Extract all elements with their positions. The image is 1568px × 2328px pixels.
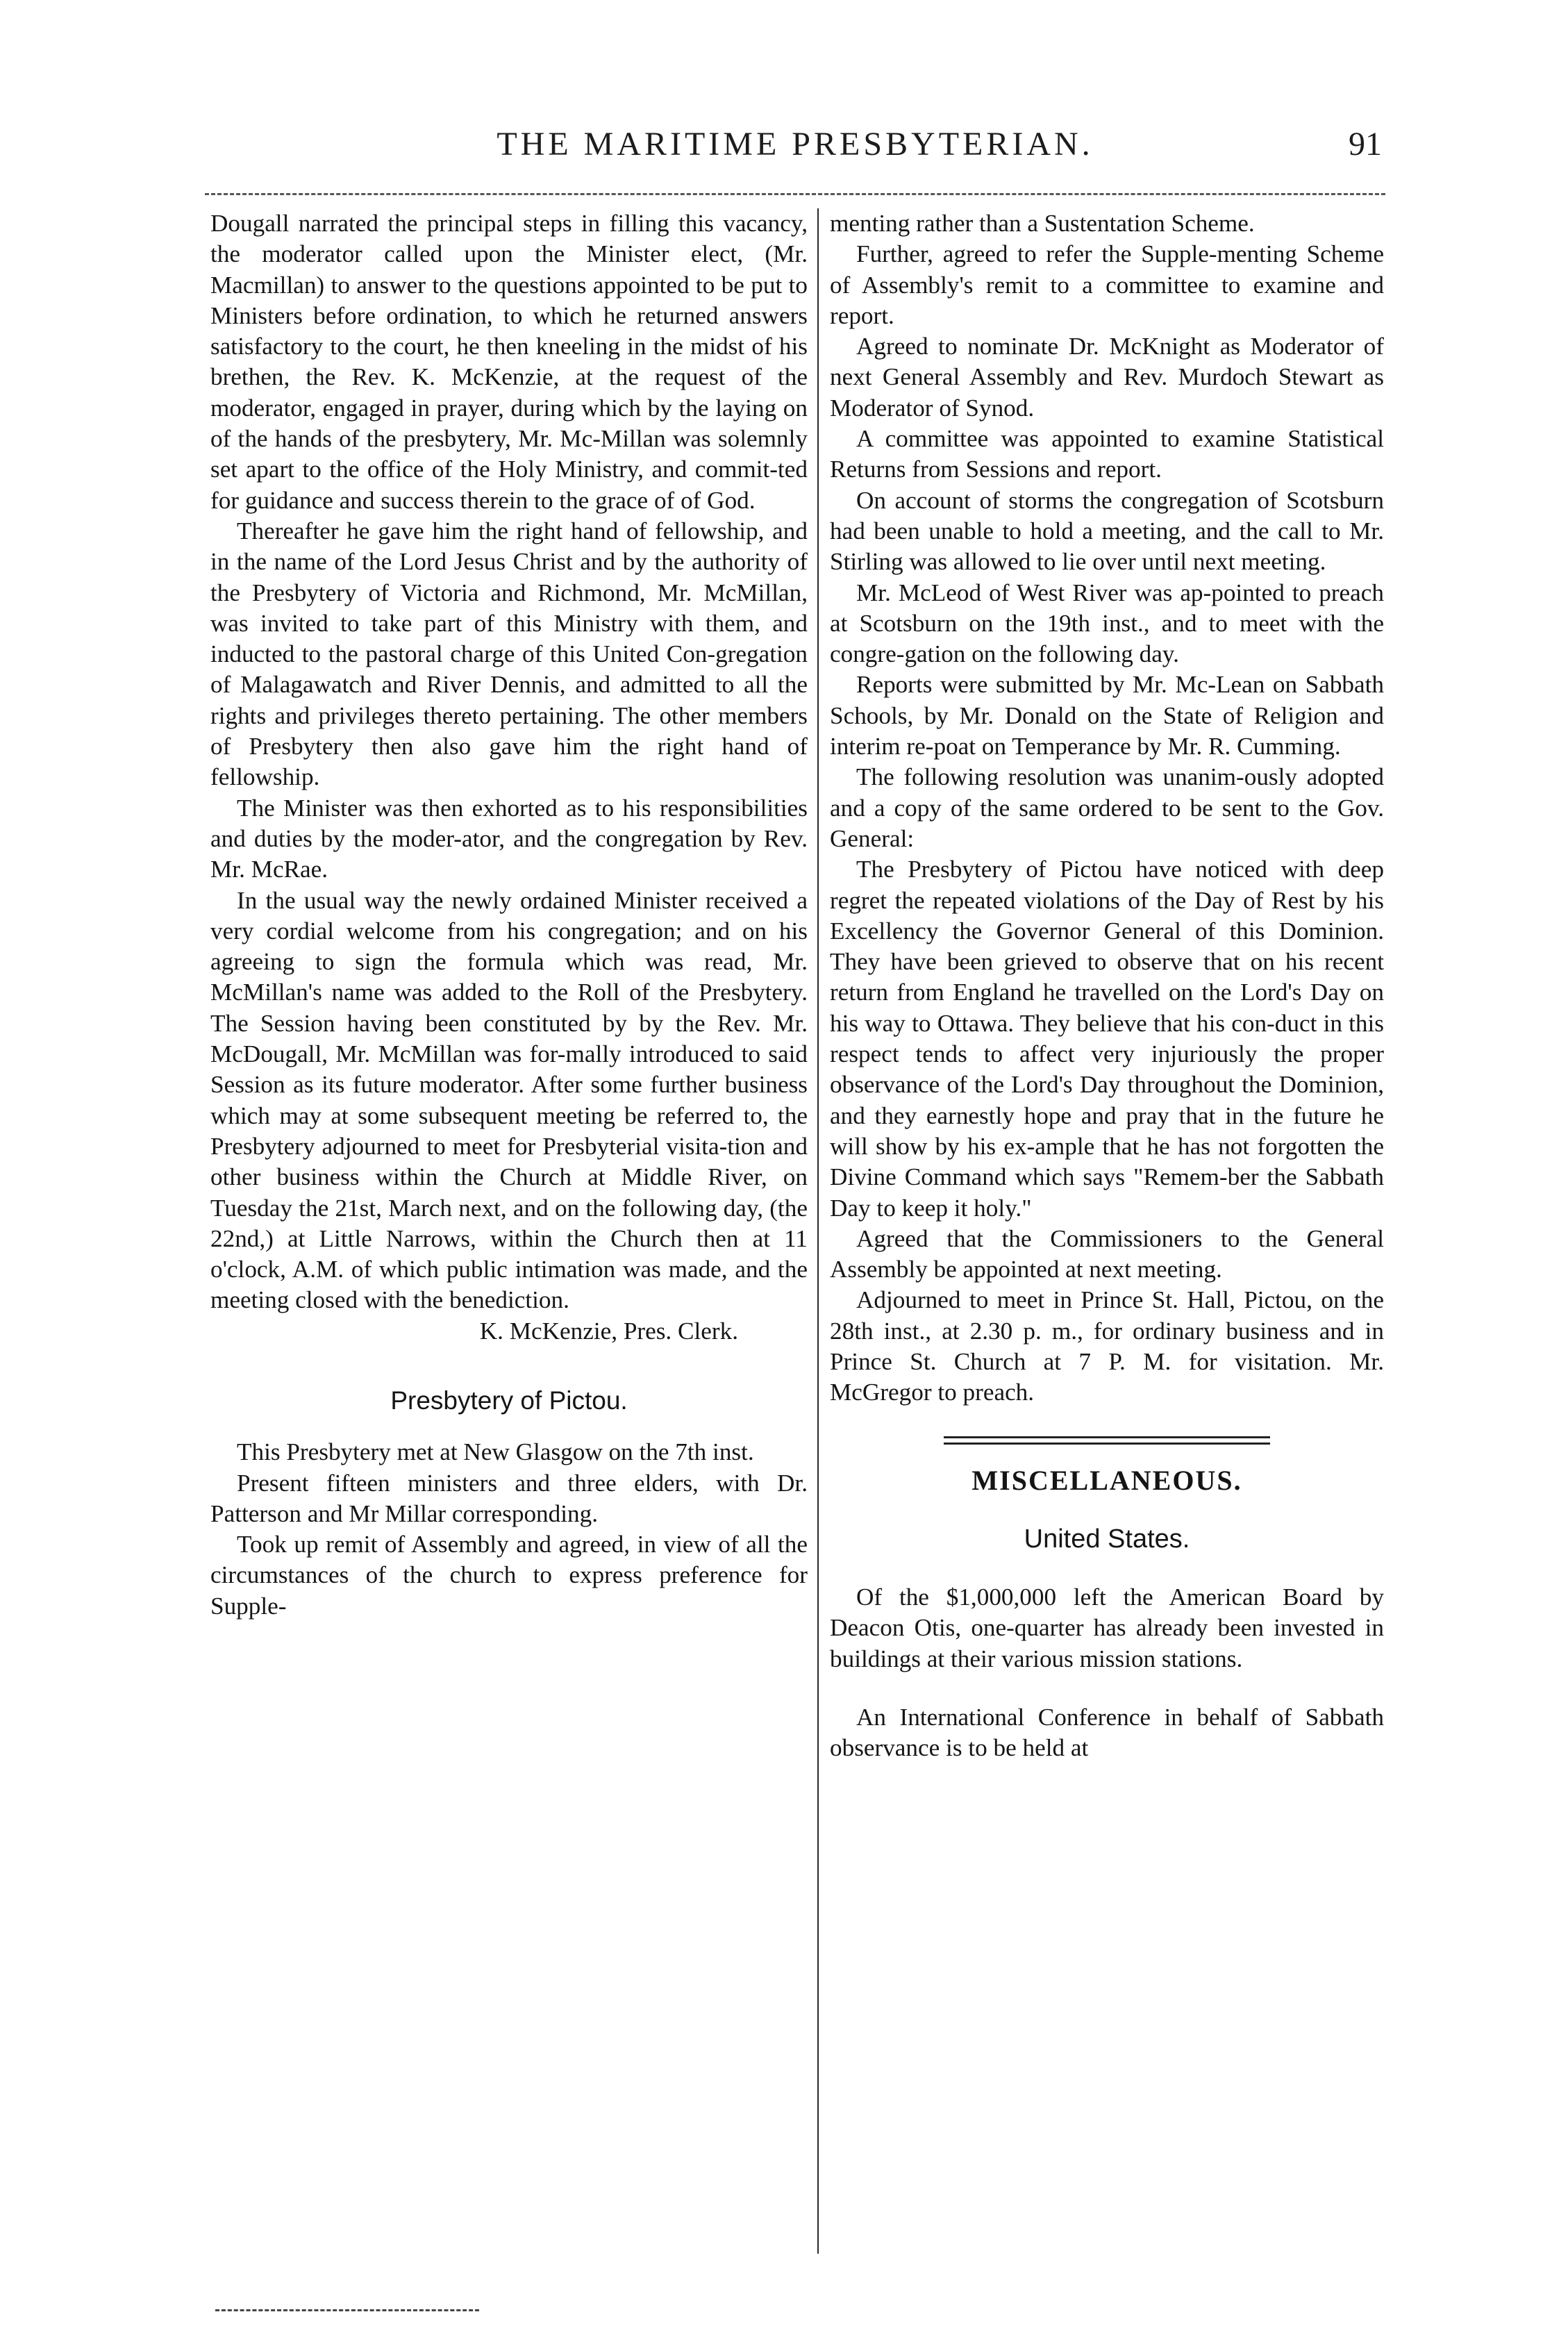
article-paragraph: An International Conference in behalf of Sabbath observance is to be held at [830,1704,1384,1762]
article-paragraph: Further, agreed to refer the Supple-menting Scheme of Assembly's remit to a committee to examine and report. [830,240,1384,329]
left-column [210,208,808,1622]
section-heading-miscellaneous: MISCELLANEOUS. [971,1464,1242,1496]
article-paragraph: Reports were submitted by Mr. Mc-Lean on Sabbath Schools, by Mr. Donald on the State of Religion and interim re-poat on Temperance by Mr. R. Cumming. [830,671,1384,760]
header-rule [205,193,1385,195]
clerk-signature: K. McKenzie, Pres. Clerk. [479,1317,738,1345]
article-paragraph: On account of storms the congregation of Scotsburn had been unable to hold a meeting, and the call to Mr. Stirling was allowed to lie over until next meeting. [830,486,1384,576]
column-divider [817,208,819,2254]
running-head [208,125,1382,167]
article-paragraph: Agreed to nominate Dr. McKnight as Moderator of next General Assembly and Rev. Murdoch Stewart as Moderator of Synod. [830,333,1384,422]
subsection-heading-united-states: United States. [1024,1524,1190,1554]
article-paragraph: In the usual way the newly ordained Minister received a very cordial welcome from his congregation; and on his agreeing to sign the formula which was read, Mr. McMillan's name was added to the Roll of the Presbytery. The Session having been constituted by by the Rev. Mr. McDougall, Mr. McMillan was for-mally introduced to said Session as its future moderator. After some further business which may at some subsequent meeting be referred to, the Presbytery adjourned to meet for Presbyterial visita-tion and other business within the Church at Middle River, on Tuesday the 21st, March next, and on the following day, (the 22nd,) at Little Narrows, within the Church then at 11 o'clock, A.M. of which public intimation was made, and the meeting closed with the benediction. [210,886,808,1314]
article-paragraph: Adjourned to meet in Prince St. Hall, Pictou, on the 28th inst., at 2.30 p. m., for ordinary business and in Prince St. Church at 7 P. M. for visitation. Mr. McGregor to preach. [830,1286,1384,1406]
article-paragraph: The Presbytery of Pictou have noticed with deep regret the repeated violations of the Day of Rest by his Excellency the Governor General of this Dominion. They have been grieved to observe that on his recent return from England he travelled on the Lord's Day on his way to Ottawa. They believe that his con-duct in this respect tends to affect very injuriously the proper observance of the Lord's Day throughout the Dominion, and they earnestly hope and pray that in the future he will show by his ex-ample that he has not forgotten the Divine Command which says "Remem-ber the Sabbath Day to keep it holy." [830,856,1384,1222]
article-paragraph: Dougall narrated the principal steps in filling this vacancy, the moderator called upon the Minister elect, (Mr. Macmillan) to answer to the questions appointed to be put to Ministers before ordination, to which he returned answers satisfactory to the court, he then kneeling in the midst of his brethen, the Rev. K. McKenzie, at the request of the moderator, engaged in prayer, during which by the laying on of the hands of the presbytery, Mr. Mc-Millan was solemnly set apart to the office of the Holy Ministry, and commit-ted for guidance and success therein to the grace of of God. [210,210,808,514]
article-paragraph: Of the $1,000,000 left the American Board by Deacon Otis, one-quarter has already been invested in buildings at their various mission stations. [830,1583,1384,1672]
right-column [830,208,1384,1764]
article-paragraph: Took up remit of Assembly and agreed, in view of all the circumstances of the church to express preference for Supple- [210,1531,808,1620]
section-heading-presbytery-of-pictou: Presbytery of Pictou. [390,1386,628,1415]
article-paragraph: The Minister was then exhorted as to his responsibilities and duties by the moder-ator, and the congregation by Rev. Mr. McRae. [210,794,808,883]
article-paragraph: Mr. McLeod of West River was ap-pointed to preach at Scotsburn on the 19th inst., and to meet with the congre-gation on the following day. [830,579,1384,668]
publication-title: THE MARITIME PRESBYTERIAN. [497,126,1094,163]
article-paragraph: This Presbytery met at New Glasgow on the 7th inst. [237,1438,754,1466]
article-paragraph: menting rather than a Sustentation Scheme. [830,210,1255,237]
article-paragraph: Agreed that the Commissioners to the General Assembly be appointed at next meeting. [830,1224,1384,1283]
article-paragraph: A committee was appointed to examine Statistical Returns from Sessions and report. [830,425,1384,483]
article-paragraph: Thereafter he gave him the right hand of fellowship, and in the name of the Lord Jesus Christ and by the authority of the Presbytery of Victoria and Richmond, Mr. McMillan, was invited to take part of this Ministry with them, and inducted to the pastoral charge of this United Con-gregation of Malagawatch and River Dennis, and admitted to all the rights and privileges thereto pertaining. The other members of Presbytery then also gave him the right hand of fellowship. [210,517,808,791]
footer-rule [215,2309,479,2311]
article-paragraph: Present fifteen ministers and three elders, with Dr. Patterson and Mr Millar corresponding. [210,1469,808,1527]
article-paragraph: The following resolution was unanim-ously adopted and a copy of the same ordered to be sent to the Gov. General: [830,763,1384,852]
section-double-rule [944,1436,1270,1445]
page-number: 91 [1349,126,1382,163]
